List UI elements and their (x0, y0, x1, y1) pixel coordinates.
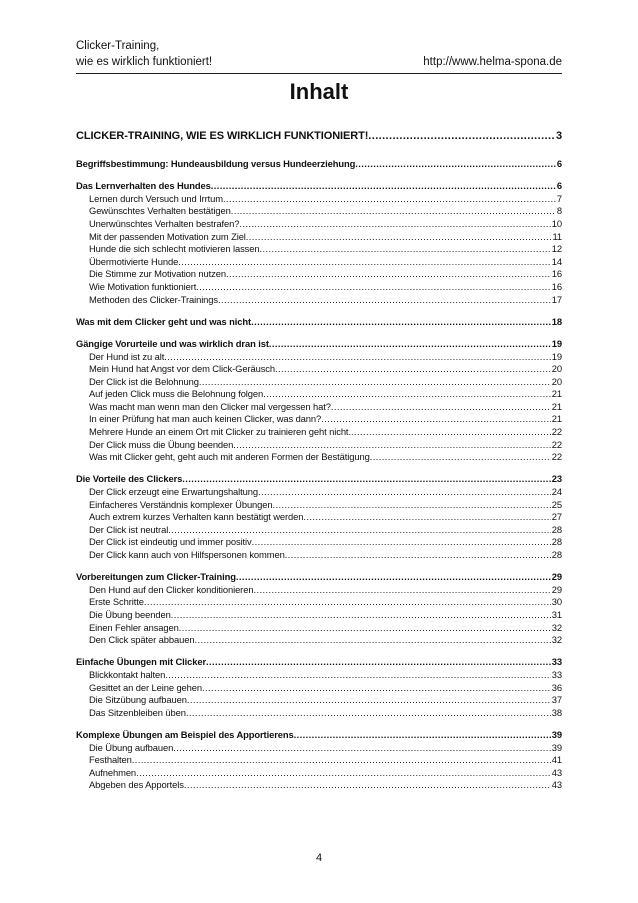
toc-entry-title: CLICKER-TRAINING, WIE ES WIRKLICH FUNKTIONIERT! (76, 130, 369, 142)
toc-spacer (76, 464, 562, 474)
toc-leader-dots (194, 634, 550, 647)
toc-entry-page: 39 (551, 728, 562, 740)
toc-entry[interactable] (76, 499, 562, 512)
toc-entry-page: 23 (551, 473, 562, 485)
toc-entry-title: Den Click später abbauen (89, 634, 195, 646)
toc-entry-title: Lernen durch Versuch und Irrtum (89, 192, 223, 204)
toc-entry[interactable] (76, 536, 562, 549)
toc-leader-dots (186, 707, 551, 720)
toc-leader-dots (196, 281, 551, 294)
toc-entry-page: 37 (551, 694, 562, 706)
toc-entry-page: 21 (551, 400, 562, 412)
toc-entry-page: 22 (551, 451, 562, 463)
toc-leader-dots (303, 511, 550, 524)
header-title: Clicker-Training, (76, 40, 160, 52)
toc-entry-title: Festhalten (89, 754, 132, 766)
toc-entry-title: Komplexe Übungen am Beispiel des Apportierens (76, 728, 294, 740)
toc-spacer (76, 719, 562, 729)
toc-leader-dots (226, 268, 551, 281)
toc-entry-title: Unerwünschtes Verhalten bestrafen? (89, 217, 240, 229)
toc-entry-page: 6 (556, 158, 562, 169)
toc-leader-dots (253, 584, 550, 597)
toc-entry[interactable] (76, 231, 562, 244)
toc-entry-title: Übermotivierte Hunde (89, 255, 179, 267)
toc-entry[interactable] (76, 193, 562, 206)
page-title: Inhalt (289, 79, 349, 104)
toc-entry-title: Mit der passenden Motivation zum Ziel (89, 230, 246, 242)
toc-leader-dots (164, 351, 551, 364)
toc-entry-title: Einfacheres Verständnis komplexer Übungen (89, 498, 273, 510)
toc-entry-title: Was mit dem Clicker geht und was nicht (76, 315, 252, 327)
toc-leader-dots (144, 596, 551, 609)
toc-entry[interactable] (76, 256, 562, 269)
toc-leader-dots (223, 193, 556, 206)
toc-entry-page: 16 (551, 268, 562, 280)
toc-entry[interactable] (76, 742, 562, 755)
toc-entry-page: 17 (551, 293, 562, 305)
toc-entry-title: Einfache Übungen mit Clicker (76, 656, 207, 668)
toc-entry-title: Der Click ist eindeutig und immer positiv (89, 536, 252, 548)
toc-section-entry[interactable] (76, 571, 562, 584)
toc-entry-page: 19 (551, 337, 562, 349)
toc-entry-page: 32 (551, 634, 562, 646)
toc-entry[interactable] (76, 268, 562, 281)
toc-spacer (76, 144, 562, 158)
toc-section-entry[interactable] (76, 338, 562, 351)
toc-entry-title: Blickkontakt halten (89, 668, 166, 680)
toc-entry-title: Einen Fehler ansagen (89, 621, 179, 633)
toc-entry-title: Die Stimme zur Motivation nutzen (89, 268, 226, 280)
toc-entry-title: Das Lernverhalten des Hundes (76, 180, 211, 192)
toc-section-entry[interactable] (76, 180, 562, 193)
toc-entry-title: Methoden des Clicker-Trainings (89, 293, 219, 305)
toc-entry-page: 12 (551, 243, 562, 255)
toc-entry-page: 11 (552, 230, 562, 242)
toc-entry-page: 43 (551, 779, 562, 791)
toc-entry[interactable] (76, 426, 562, 439)
toc-entry[interactable] (76, 388, 562, 401)
table-of-contents (76, 128, 562, 792)
toc-entry-page: 25 (551, 498, 562, 510)
toc-entry-title: Das Sitzenbleiben üben (89, 706, 186, 718)
toc-entry[interactable] (76, 767, 562, 780)
toc-entry[interactable] (76, 451, 562, 464)
toc-spacer (76, 171, 562, 181)
toc-leader-dots (136, 767, 551, 780)
toc-leader-dots (178, 256, 551, 269)
toc-entry-title: Der Click ist neutral (89, 523, 169, 535)
toc-entry-page: 32 (551, 621, 562, 633)
toc-entry-page: 28 (551, 549, 562, 560)
toc-entry-title: Der Click muss die Übung beenden (89, 438, 234, 450)
toc-entry-page: 28 (551, 536, 562, 548)
toc-entry-page: 20 (551, 363, 562, 375)
header-url: http://www.helma-spona.de (423, 56, 562, 68)
toc-leader-dots (275, 363, 551, 376)
toc-leader-dots (231, 205, 556, 218)
header-rule (76, 73, 562, 74)
toc-entry[interactable] (76, 596, 562, 609)
toc-entry-title: Auf jeden Click muss die Belohnung folgen (89, 388, 264, 400)
toc-entry-title: Die Sitzübung aufbauen (89, 694, 187, 706)
toc-entry-page: 31 (551, 608, 562, 620)
toc-entry-title: Den Hund auf den Clicker konditionieren (89, 583, 254, 595)
toc-section-entry[interactable] (76, 656, 562, 669)
toc-leader-dots (187, 694, 551, 707)
toc-entry-page: 21 (551, 413, 562, 425)
toc-entry-page: 18 (551, 315, 562, 327)
toc-leader-dots (239, 218, 550, 231)
toc-entry-page: 19 (551, 350, 562, 362)
toc-entry-page: 43 (551, 766, 562, 778)
toc-leader-dots (263, 388, 551, 401)
toc-leader-dots (211, 180, 556, 193)
toc-entry[interactable] (76, 439, 562, 452)
toc-leader-dots (179, 622, 551, 635)
toc-entry-title: Aufnehmen (89, 766, 137, 778)
toc-entry-title: In einer Prüfung hat man auch keinen Clicker, was dann? (89, 413, 322, 425)
toc-entry[interactable] (76, 413, 562, 426)
toc-entry-title: Gewünschtes Verhalten bestätigen (89, 205, 231, 217)
toc-entry[interactable] (76, 669, 562, 682)
toc-spacer (76, 328, 562, 338)
toc-entry-page: 20 (551, 375, 562, 387)
toc-leader-dots (331, 401, 551, 414)
toc-leader-dots (173, 742, 551, 755)
toc-entry-page: 21 (551, 388, 562, 400)
toc-entry-page: 33 (551, 656, 562, 668)
toc-leader-dots (273, 499, 551, 512)
toc-leader-dots (251, 316, 551, 329)
toc-spacer (76, 647, 562, 657)
toc-entry[interactable] (76, 351, 562, 364)
toc-leader-dots (258, 486, 551, 499)
toc-entry[interactable] (76, 707, 562, 720)
toc-entry[interactable] (76, 511, 562, 524)
toc-spacer (76, 562, 562, 572)
toc-entry-title: Die Übung aufbauen (89, 741, 174, 753)
toc-entry[interactable] (76, 401, 562, 414)
toc-entry-page: 14 (551, 255, 562, 267)
toc-entry-title: Begriffsbestimmung: Hundeausbildung versus Hundeerziehung (76, 158, 356, 169)
toc-leader-dots (202, 682, 551, 695)
toc-entry[interactable] (76, 376, 562, 389)
toc-entry-title: Der Click erzeugt eine Erwartungshaltung (89, 486, 259, 498)
toc-entry[interactable] (76, 524, 562, 537)
toc-entry-page: 36 (551, 681, 562, 693)
toc-leader-dots (206, 656, 551, 669)
toc-entry[interactable] (76, 281, 562, 294)
toc-entry-title: Gängige Vorurteile und was wirklich dran ist (76, 337, 269, 349)
toc-entry-page: 16 (551, 280, 562, 292)
toc-entry-title: Der Click ist die Belohnung (89, 375, 199, 387)
toc-entry-title: Mein Hund hat Angst vor dem Click-Geräusch (89, 363, 275, 375)
toc-entry-title: Erste Schritte (89, 596, 144, 608)
toc-leader-dots (199, 376, 551, 389)
toc-section-entry[interactable] (76, 729, 562, 742)
toc-entry-page: 28 (551, 523, 562, 535)
toc-entry-page: 10 (551, 217, 562, 229)
toc-leader-dots (168, 524, 551, 537)
toc-section-entry[interactable] (76, 473, 562, 486)
toc-entry-title: Der Hund ist zu alt (89, 350, 165, 362)
toc-entry-title: Die Vorteile des Clickers (76, 473, 183, 485)
toc-leader-dots (218, 294, 551, 307)
toc-leader-dots (285, 549, 551, 562)
toc-leader-dots (321, 413, 551, 426)
toc-entry-page: 6 (556, 180, 562, 192)
toc-leader-dots (252, 536, 551, 549)
toc-leader-dots (368, 128, 555, 144)
toc-leader-dots (236, 571, 551, 584)
toc-entry[interactable] (76, 634, 562, 647)
toc-entry[interactable] (76, 294, 562, 307)
toc-entry[interactable] (76, 754, 562, 767)
toc-entry[interactable] (76, 205, 562, 218)
page-number: 4 (315, 852, 323, 864)
toc-entry[interactable] (76, 243, 562, 256)
toc-leader-dots (259, 243, 550, 256)
toc-entry[interactable] (76, 622, 562, 635)
toc-entry-title: Der Click kann auch von Hilfspersonen kommen (89, 549, 285, 560)
toc-entry[interactable] (76, 486, 562, 499)
toc-entry-page: 33 (551, 668, 562, 680)
toc-entry[interactable] (76, 609, 562, 622)
toc-entry[interactable] (76, 549, 562, 562)
toc-entry-title: Auch extrem kurzes Verhalten kann bestätigt werden (89, 511, 304, 523)
toc-entry-title: Die Übung beenden (89, 608, 171, 620)
running-header (76, 38, 562, 70)
toc-entry-title: Vorbereitungen zum Clicker-Training (76, 571, 236, 583)
toc-entry-page: 24 (551, 486, 562, 498)
toc-entry-page: 39 (551, 741, 562, 753)
toc-entry-page: 22 (551, 438, 562, 450)
toc-entry-title: Abgeben des Apportels (89, 779, 184, 791)
toc-entry-title: Hunde die sich schlecht motivieren lassen (89, 243, 260, 255)
toc-entry-page: 38 (551, 706, 562, 718)
toc-entry[interactable] (76, 682, 562, 695)
toc-entry-page: 29 (551, 583, 562, 595)
toc-spacer (76, 306, 562, 316)
toc-leader-dots (355, 158, 556, 171)
toc-leader-dots (351, 426, 551, 439)
header-subtitle: wie es wirklich funktioniert! (76, 56, 213, 68)
toc-entry-page: 8 (556, 205, 562, 217)
toc-leader-dots (165, 669, 550, 682)
toc-entry[interactable] (76, 218, 562, 231)
toc-entry[interactable] (76, 584, 562, 597)
toc-entry-page: 3 (555, 130, 562, 142)
toc-leader-dots (246, 231, 552, 244)
toc-entry-title: Mehrere Hunde an einem Ort mit Clicker zu trainieren geht nicht. (89, 426, 351, 438)
toc-section-entry[interactable] (76, 316, 562, 329)
toc-leader-dots (370, 451, 551, 464)
toc-entry[interactable] (76, 694, 562, 707)
toc-section-entry[interactable] (76, 128, 562, 144)
toc-entry-page: 29 (551, 571, 562, 583)
toc-leader-dots (171, 609, 551, 622)
toc-entry[interactable] (76, 363, 562, 376)
toc-leader-dots (269, 338, 551, 351)
toc-entry-page: 7 (556, 192, 562, 204)
toc-entry-page: 30 (551, 596, 562, 608)
toc-entry-title: Was macht man wenn man den Clicker mal vergessen hat? (89, 400, 331, 412)
toc-section-entry[interactable] (76, 158, 562, 171)
toc-leader-dots (184, 779, 551, 792)
toc-entry-title: Was mit Clicker geht, geht auch mit anderen Formen der Bestätigung (89, 451, 370, 463)
toc-entry[interactable] (76, 779, 562, 792)
toc-entry-title: Wie Motivation funktioniert (89, 280, 197, 292)
toc-leader-dots (132, 754, 551, 767)
toc-entry-page: 41 (551, 754, 562, 766)
toc-leader-dots (182, 473, 551, 486)
toc-entry-page: 27 (551, 511, 562, 523)
toc-leader-dots (294, 729, 551, 742)
toc-leader-dots (233, 439, 550, 452)
toc-entry-title: Gesittet an der Leine gehen (89, 681, 203, 693)
toc-entry-page: 22 (551, 426, 562, 438)
